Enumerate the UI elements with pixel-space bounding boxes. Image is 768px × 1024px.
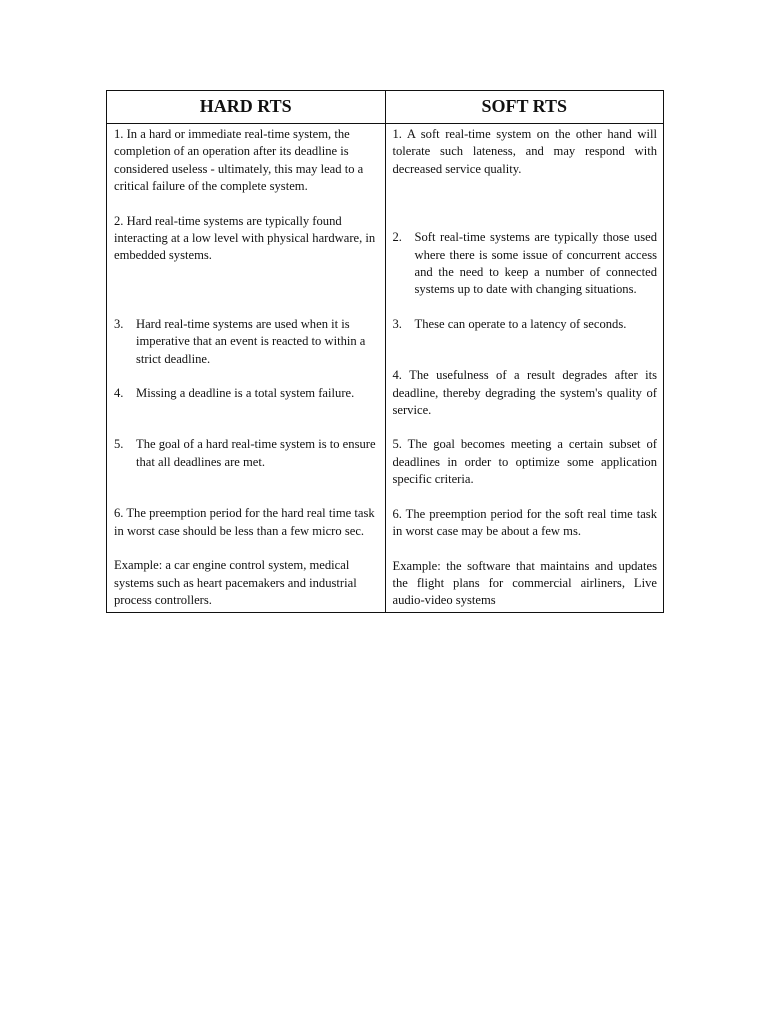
hard-item-6: 6. The preemption period for the hard real time task in worst case should be less than a few micro sec. (114, 506, 375, 538)
table-header-row (107, 91, 664, 124)
soft-rts-cell (385, 124, 664, 613)
list-text: Hard real-time systems are used when it is imperative that an event is reacted to within a strict deadline. (136, 316, 366, 366)
soft-example: Example: the software that maintains and updates the flight plans for commercial airliners, Live audio-video systems (392, 558, 657, 608)
list-text: Soft real-time systems are typically those used where there is some issue of concurrent access and the need to keep a number of connected systems up to date with changing situations. (414, 230, 657, 297)
list-number: 4. (114, 386, 124, 401)
list-number: 2. (392, 230, 402, 245)
soft-item-2 (393, 229, 658, 299)
comparison-table (106, 90, 664, 613)
soft-item-3 (393, 316, 658, 333)
soft-item-6: 6. The preemption period for the soft real time task in worst case may be about a few ms. (392, 506, 657, 539)
soft-item-5: 5. The goal becomes meeting a certain subset of deadlines in order to optimize some application specific criteria. (392, 437, 657, 487)
soft-item-1: 1. A soft real-time system on the other hand will tolerate such lateness, and may respond with decreased service quality. (392, 127, 657, 176)
header-soft-rts: SOFT RTS (385, 91, 664, 124)
list-text: The goal of a hard real-time system is to ensure that all deadlines are met. (136, 437, 376, 469)
list-number: 3. (392, 316, 402, 331)
table-body-row (107, 124, 664, 613)
list-number: 5. (114, 437, 124, 452)
hard-item-5 (114, 436, 379, 471)
hard-example: Example: a car engine control system, medical systems such as heart pacemakers and industrial process controllers. (114, 558, 357, 607)
list-number: 3. (114, 316, 124, 331)
list-text: These can operate to a latency of seconds. (414, 316, 627, 331)
hard-item-2: 2. Hard real-time systems are typically found interacting at a low level with physical hardware, in embedded systems. (114, 213, 376, 263)
hard-item-3 (114, 316, 379, 368)
hard-item-4 (114, 385, 379, 402)
header-hard-rts: HARD RTS (107, 91, 386, 124)
hard-item-1: 1. In a hard or immediate real-time system, the completion of an operation after its deadline is considered useless - ultimately, this may lead to a critical failure of the complete system. (114, 127, 364, 194)
list-text: Missing a deadline is a total system failure. (136, 386, 355, 401)
soft-item-4: 4. The usefulness of a result degrades after its deadline, thereby degrading the system's quality of service. (392, 368, 657, 418)
hard-rts-cell (107, 124, 386, 613)
